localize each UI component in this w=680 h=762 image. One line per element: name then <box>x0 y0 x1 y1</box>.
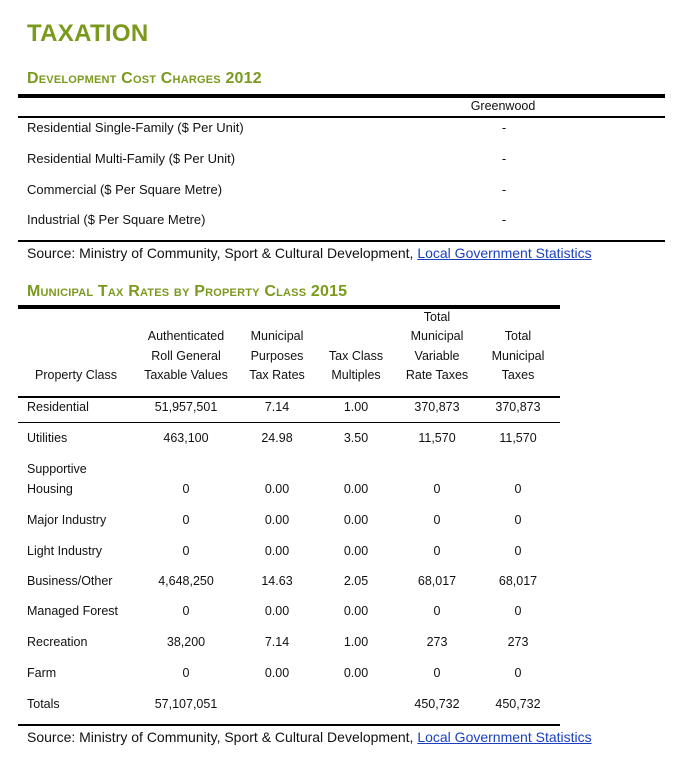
cell-total: 11,570 <box>499 431 537 445</box>
dcc-section-title: Development Cost Charges 2012 <box>27 70 262 87</box>
dcc-row-value: - <box>501 151 507 166</box>
cell-variable: 370,873 <box>414 400 460 414</box>
cell-mult: 1.00 <box>343 400 369 414</box>
cell-mult: 2.05 <box>343 574 369 588</box>
cell-assessed: 0 <box>182 666 190 680</box>
mtr-source-link[interactable]: Local Government Statistics <box>417 729 592 745</box>
cell-mult: 3.50 <box>343 431 369 445</box>
dcc-column-header: Greenwood <box>470 99 536 113</box>
cell-rate: 0.00 <box>264 513 290 527</box>
cell-class: Light Industry <box>27 544 103 558</box>
dcc-top-rule <box>18 94 665 98</box>
cell-class: Business/Other <box>27 574 113 588</box>
dcc-row-value: - <box>501 212 507 227</box>
cell-total: 0 <box>514 513 522 527</box>
dcc-row-label: Commercial ($ Per Square Metre) <box>27 182 223 197</box>
dcc-row-label: Residential Multi-Family ($ Per Unit) <box>27 151 236 166</box>
mtr-header-rates: Municipal Purposes Tax Rates <box>249 329 305 382</box>
cell-assessed: 57,107,051 <box>154 697 218 711</box>
cell-total: 0 <box>514 604 522 618</box>
mtr-header-total: Total Municipal Taxes <box>491 329 545 382</box>
cell-variable: 68,017 <box>417 574 457 588</box>
mtr-row-rule <box>18 422 560 423</box>
cell-variable: 0 <box>433 666 441 680</box>
cell-total: 68,017 <box>498 574 538 588</box>
cell-class: Major Industry <box>27 513 107 527</box>
dcc-source <box>27 245 592 261</box>
cell-total: 450,732 <box>495 697 541 711</box>
cell-total: 370,873 <box>495 400 541 414</box>
cell-rate: 24.98 <box>261 431 293 445</box>
cell-assessed: 0 <box>182 604 190 618</box>
cell-assessed: 38,200 <box>166 635 206 649</box>
mtr-source-text: Source: Ministry of Community, Sport & Cultural Development, <box>27 729 418 745</box>
cell-assessed: 51,957,501 <box>154 400 218 414</box>
mtr-source <box>27 729 592 745</box>
cell-variable: 0 <box>433 482 441 496</box>
cell-variable: 11,570 <box>418 431 456 445</box>
cell-variable: 273 <box>426 635 448 649</box>
cell-rate: 0.00 <box>264 666 290 680</box>
cell-rate: 0.00 <box>264 544 290 558</box>
cell-mult: 0.00 <box>343 666 369 680</box>
dcc-row-label: Industrial ($ Per Square Metre) <box>27 212 206 227</box>
cell-class: Totals <box>27 697 60 711</box>
cell-class: Residential <box>27 400 89 414</box>
cell-mult: 0.00 <box>343 513 369 527</box>
mtr-header-variable: Total Municipal Variable Rate Taxes <box>405 309 469 382</box>
cell-assessed: 0 <box>182 544 190 558</box>
cell-variable: 0 <box>433 544 441 558</box>
cell-mult: 0.00 <box>343 604 369 618</box>
dcc-row-value: - <box>501 120 507 135</box>
cell-total: 273 <box>507 635 529 649</box>
cell-mult: 0.00 <box>343 482 369 496</box>
cell-assessed: 4,648,250 <box>158 574 214 588</box>
cell-variable: 0 <box>433 513 441 527</box>
mtr-header-multiples: Tax Class Multiples <box>328 348 384 382</box>
dcc-row-value: - <box>501 182 507 197</box>
dcc-header-rule <box>18 116 665 118</box>
cell-class: Farm <box>27 666 57 680</box>
dcc-bottom-rule <box>18 240 665 242</box>
cell-total: 0 <box>514 482 522 496</box>
cell-total: 0 <box>514 666 522 680</box>
cell-rate: 7.14 <box>264 635 290 649</box>
cell-assessed: 0 <box>182 513 190 527</box>
cell-mult: 1.00 <box>343 635 369 649</box>
mtr-header-assessed: Authenticated Roll General Taxable Values <box>144 329 228 382</box>
dcc-row-label: Residential Single-Family ($ Per Unit) <box>27 120 244 135</box>
cell-class: Managed Forest <box>27 604 119 618</box>
cell-variable: 450,732 <box>414 697 460 711</box>
cell-rate: 14.63 <box>261 574 293 588</box>
cell-assessed: 463,100 <box>163 431 209 445</box>
cell-rate: 0.00 <box>264 604 290 618</box>
cell-class-line2: Housing <box>27 482 73 496</box>
cell-class: Recreation <box>27 635 88 649</box>
mtr-top-rule <box>18 305 560 309</box>
cell-total: 0 <box>514 544 522 558</box>
mtr-header-rule <box>18 396 560 398</box>
mtr-header-property-class: Property Class <box>35 368 117 382</box>
cell-assessed: 0 <box>182 482 190 496</box>
cell-rate: 7.14 <box>264 400 290 414</box>
cell-mult: 0.00 <box>343 544 369 558</box>
dcc-source-text: Source: Ministry of Community, Sport & Cultural Development, <box>27 245 418 261</box>
page-title: TAXATION <box>27 20 149 47</box>
cell-class: Supportive <box>27 462 87 476</box>
dcc-source-link[interactable]: Local Government Statistics <box>417 245 592 261</box>
cell-variable: 0 <box>433 604 441 618</box>
cell-rate: 0.00 <box>264 482 290 496</box>
mtr-bottom-rule <box>18 724 560 726</box>
cell-class: Utilities <box>27 431 68 445</box>
mtr-section-title: Municipal Tax Rates by Property Class 2015 <box>27 283 348 300</box>
